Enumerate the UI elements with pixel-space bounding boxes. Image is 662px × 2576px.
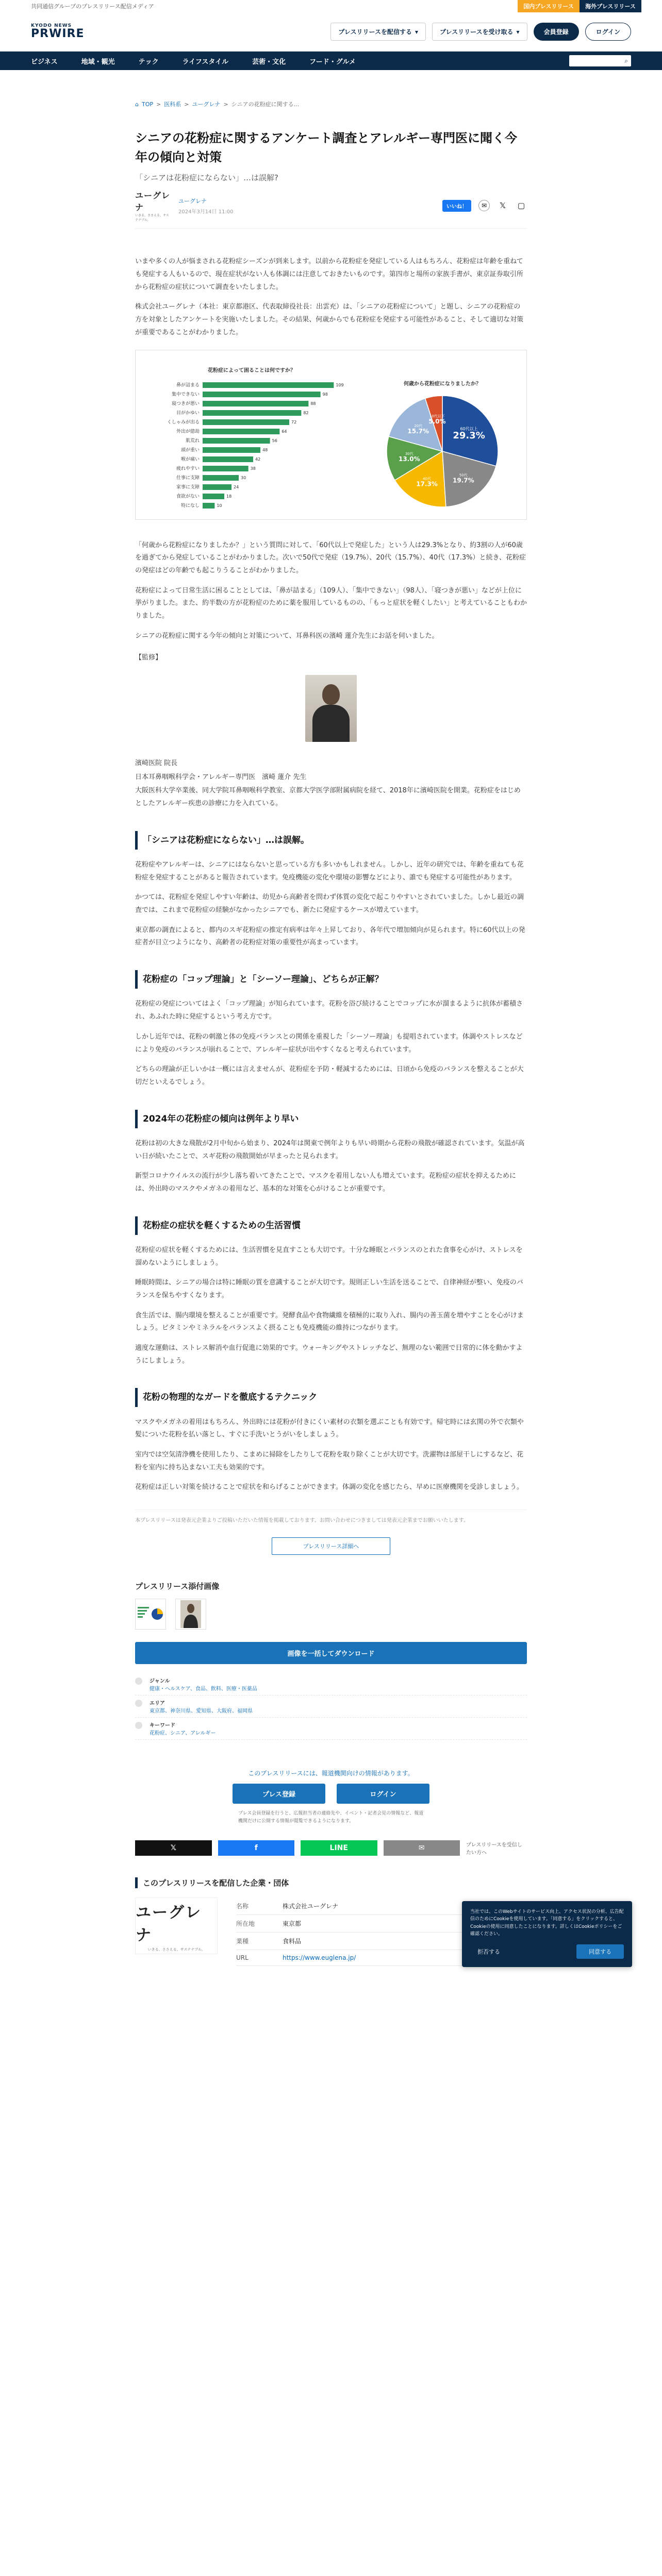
- bar: [203, 456, 253, 462]
- section-heading: 花粉の物理的なガードを徹底するテクニック: [135, 1388, 527, 1406]
- bar: [203, 392, 321, 397]
- pie-category-label: 10代以下: [429, 414, 445, 418]
- tag-row: [135, 1696, 527, 1718]
- bar: [203, 447, 260, 453]
- bar: [203, 484, 231, 490]
- tag-icon: [135, 1677, 142, 1685]
- site-logo[interactable]: [31, 24, 85, 40]
- attachments-section: [135, 1581, 527, 1664]
- bookmark-icon[interactable]: ▢: [517, 201, 525, 211]
- body-paragraph: 花粉症によって日常生活に困ることとしては、「鼻が詰まる」（109人）、「集中できない」（98人）、「寝つきが悪い」などが上位に挙がりました。また、約半数の方が花粉症のために薬を服用しているものの、「もっと症状を軽くしたい」と考えていることもわかりました。: [135, 586, 527, 620]
- article-title: シニアの花粉症に関するアンケート調査とアレルギー専門医に聞く今年の傾向と対策: [135, 131, 517, 165]
- bar-category-label: 疲れやすい: [176, 466, 200, 471]
- section-heading: 「シニアは花粉症にならない」…は誤解。: [135, 831, 527, 850]
- section-paragraph: 花粉症やアレルギーは、シニアにはならないと思っている方も多いかもしれません。しかし、近年の研究では、年齢を重ねても花粉症を発症することがあると報告されています。免疫機能の変化や環境の影響などにより、誰でも発症する可能性があります。: [135, 861, 524, 882]
- bar: [203, 429, 279, 434]
- bar-value-label: 10: [217, 503, 222, 508]
- bar: [203, 494, 224, 499]
- article-subtitle: 「シニアは花粉症にならない」…は誤解?: [135, 173, 278, 183]
- bar-category-label: 喉が痛い: [180, 456, 200, 462]
- register-button[interactable]: 会員登録: [534, 23, 579, 41]
- pie-value-label: 29.3%: [453, 430, 485, 441]
- disclaimer: 本プレスリリースは発表元企業よりご投稿いただいた情報を掲載しております。お問い合わせにつきましては発表元企業までお願いいたします。: [135, 1510, 527, 1525]
- bar-value-label: 56: [272, 438, 277, 443]
- company-logo[interactable]: [135, 191, 171, 223]
- bar-category-label: 頭が重い: [180, 447, 200, 453]
- pie-category-label: 30代: [405, 451, 413, 456]
- nav-item[interactable]: 地域・観光: [81, 58, 115, 66]
- tag-key: エリア: [150, 1701, 165, 1707]
- nav-item[interactable]: 芸術・文化: [252, 58, 286, 66]
- press-info-message: このプレスリリースには、報道機関向けの情報があります。: [248, 1770, 414, 1777]
- bar-category-label: 家事に支障: [176, 484, 200, 490]
- section-paragraph: 花粉症の症状を軽くするためには、生活習慣を見直すことも大切です。十分な睡眠とバランスのとれた食事を心がけ、ストレスを溜めないようにしましょう。: [135, 1246, 523, 1267]
- section-paragraph: どちらの理論が正しいかは一概には言えませんが、花粉症を予防・軽減するためには、日頃から免疫のバランスを整えることが大切だといえるでしょう。: [135, 1065, 524, 1086]
- logo-small-text: KYODO NEWS: [31, 23, 72, 28]
- press-login-button[interactable]: ログイン: [337, 1784, 429, 1804]
- section-paragraph: 新型コロナウイルスの流行が少し落ち着いてきたことで、マスクを着用しない人も増えています。花粉症の症状を抑えるためには、外出時のマスクやメガネの着用など、基本的な対策を心がけることが重要です。: [135, 1172, 516, 1193]
- section-heading: 花粉症の症状を軽くするための生活習慣: [135, 1216, 527, 1235]
- article-body: [135, 256, 527, 1494]
- distribute-dropdown[interactable]: [330, 23, 426, 41]
- bar-value-label: 82: [303, 410, 309, 415]
- bar-category-label: 仕事に支障: [176, 475, 200, 481]
- breadcrumb-sep: >: [184, 100, 189, 108]
- bar: [203, 438, 270, 444]
- section-paragraph: 適度な運動は、ストレス解消や血行促進に効果的です。ウォーキングやストレッチなど、無理のない範囲で日常的に体を動かすようにしましょう。: [135, 1344, 523, 1365]
- pie-chart-panel: [368, 379, 517, 514]
- bar-category-label: 鼻が詰まる: [176, 382, 200, 388]
- category-nav: [0, 52, 662, 70]
- tag-row: [135, 1718, 527, 1740]
- body-paragraph: いまや多くの人が悩まされる花粉症シーズンが到来します。以前から花粉症を発症している人はもちろん、花粉症は年齢を重ねても発症する人もいるので、現在症状がない人も体調には注意しておきたいものです。第四市と場所の家族手書が、東京証券取引所から花粉症の症状について調査をいたしました。: [135, 258, 523, 291]
- bar-category-label: 集中できない: [171, 392, 200, 397]
- mail-icon[interactable]: ✉: [478, 200, 490, 211]
- company-logo-tagline: いきる、ささえる、サステナブル。: [135, 214, 169, 223]
- survey-figure: [135, 350, 527, 520]
- bar: [203, 410, 301, 416]
- chevron-down-icon: ▾: [516, 28, 520, 36]
- section-paragraph: 室内では空気清浄機を使用したり、こまめに掃除をしたりして花粉を取り除くことが大切です。洗濯物は部屋干しにするなど、花粉を室内に持ち込まない工夫も効果的です。: [135, 1451, 523, 1471]
- pie-value-label: 19.7%: [453, 476, 474, 484]
- share-line-button[interactable]: LINE: [301, 1840, 377, 1856]
- breadcrumb-sep: >: [223, 100, 228, 108]
- company-info-value: 食料品: [283, 1937, 302, 1945]
- section-paragraph: かつては、花粉症を発症しやすい年齢は、幼児から高齢者を問わず体質の変化で起こりやすいとされていました。しかし最近の調査では、これまで花粉症の経験がなかったシニアでも、新たに発症するケースが増えています。: [135, 893, 524, 914]
- breadcrumb-sep: >: [156, 100, 161, 108]
- section-paragraph: 花粉は初の大きな飛散が2月中旬から始まり、2024年は関東で例年よりも早い時期から花粉の飛散が確認されています。気温が高い日が続いたことで、スギ花粉の飛散開始が早まったと見られます。: [135, 1139, 525, 1160]
- share-mail-button[interactable]: ✉: [384, 1840, 460, 1856]
- tag-key: キーワード: [150, 1723, 175, 1729]
- bar-chart: [146, 378, 357, 517]
- pie-category-label: 50代: [459, 472, 468, 477]
- share-x-button[interactable]: 𝕏: [135, 1840, 212, 1856]
- bar-category-label: 寝つきが悪い: [171, 401, 200, 406]
- bar: [203, 419, 289, 425]
- bar-value-label: 48: [262, 447, 268, 452]
- bottom-share-row: [135, 1840, 527, 1856]
- company-name-link[interactable]: ユーグレナ: [178, 197, 207, 205]
- doctor-photo-body: [312, 705, 350, 742]
- tags-section: [135, 1673, 527, 1740]
- bar-value-label: 18: [226, 494, 232, 499]
- company-info-key: 名称: [236, 1902, 249, 1910]
- article-meta: [135, 191, 527, 229]
- home-icon: ⌂: [135, 100, 139, 108]
- breadcrumb-top[interactable]: TOP: [141, 100, 153, 108]
- company-section-logo-kana: ユーグレナ: [136, 1903, 202, 1944]
- company-section-logo-tagline: いきる、ささえる、サステナブル。: [147, 1947, 205, 1952]
- top-strip: [0, 0, 662, 12]
- doctor-line: 大阪医科大学卒業後、同大学院耳鼻咽喉科学教室、京都大学医学部附属病院を経て、2018年に濱崎医院を開業。花粉症をはじめとしたアレルギー疾患の診療に力を入れている。: [135, 787, 521, 808]
- pie-value-label: 5.0%: [428, 417, 446, 425]
- cookie-banner: [462, 1901, 632, 1967]
- pie-chart-title: 何歳から花粉症になりましたか？: [404, 381, 481, 387]
- publish-date: 2024年3月14日 11:00: [178, 209, 234, 215]
- bar-value-label: 109: [336, 382, 344, 387]
- cookie-text: 当社では、このWebサイトのサービス向上、アクセス状況の分析、広告配信のためにCookieを使用しています。「同意する」をクリックすると、Cookieの使用に同意したことになります。詳しくはCookieポリシーをご確認ください。: [470, 1909, 624, 1937]
- bar-value-label: 98: [322, 392, 328, 397]
- section-heading: 2024年の花粉症の傾向は例年より早い: [135, 1110, 527, 1128]
- attachment-thumbnail[interactable]: [175, 1599, 206, 1630]
- bar-chart-title: 花粉症によって困ることは何ですか？: [208, 367, 295, 374]
- receive-dropdown[interactable]: [432, 23, 527, 41]
- bar-category-label: 食欲がない: [176, 494, 200, 499]
- tag-key: ジャンル: [150, 1679, 170, 1685]
- cookie-deny-button[interactable]: 拒否する: [477, 1948, 500, 1955]
- bar-value-label: 30: [241, 475, 246, 480]
- company-section-logo[interactable]: [135, 1897, 218, 1954]
- bar: [203, 382, 334, 388]
- download-all-images-button[interactable]: 画像を一括してダウンロード: [135, 1642, 527, 1664]
- breadcrumb: [135, 100, 527, 108]
- bar: [203, 401, 308, 406]
- share-buttons: [442, 200, 527, 212]
- company-section-title: このプレスリリースを配信した企業・団体: [135, 1877, 527, 1888]
- section-paragraph: 花粉症は正しい対策を続けることで症状を和らげることができます。体調の変化を感じたら、早めに医療機関を受診しましょう。: [135, 1483, 523, 1492]
- cookie-accept-button[interactable]: 同意する: [576, 1944, 624, 1959]
- nav-item[interactable]: テック: [138, 58, 159, 66]
- attachments-title: プレスリリース添付画像: [135, 1582, 220, 1591]
- body-paragraph: 「何歳から花粉症になりましたか？」という質問に対して、「60代以上で発症した」という人は29.3%となり、約3割の人が60歳を過ぎてから発症していることがわかりました。次いで50代で発症（19.7%）、20代（15.7%）、40代（17.3%）と続き、花粉症の発症はどの年齢でも起こりうることがわかりました。: [135, 541, 526, 574]
- facebook-like-button[interactable]: いいね！: [442, 200, 471, 212]
- logo-big-text: PRWIRE: [31, 27, 85, 40]
- section-heading: 花粉症の「コップ理論」と「シーソー理論」、どちらが正解？: [135, 970, 527, 989]
- nav-item[interactable]: ビジネス: [31, 58, 58, 66]
- company-info-key: 所在地: [236, 1920, 255, 1927]
- doctor-line: 濱崎医院 院長: [135, 759, 178, 767]
- press-release-detail-link[interactable]: プレスリリース詳細へ: [272, 1537, 391, 1555]
- company-info-key: URL: [236, 1954, 249, 1961]
- search-icon: ⌕: [624, 57, 628, 64]
- company-logo-kana: ユーグレナ: [135, 191, 171, 213]
- tab-domestic-press[interactable]: 国内プレスリリース: [518, 0, 580, 12]
- bar-value-label: 42: [255, 456, 261, 462]
- distribute-dropdown-label: プレスリリースを配信する: [338, 28, 412, 36]
- share-facebook-button[interactable]: f: [218, 1840, 295, 1856]
- press-signup: [135, 1769, 527, 1825]
- doctor-section-label: 【監修】: [135, 654, 162, 662]
- bar-value-label: 72: [291, 419, 297, 425]
- search-box[interactable]: [569, 55, 631, 66]
- pie-category-label: 40代: [423, 476, 431, 481]
- company-info-value: 東京都: [283, 1920, 302, 1927]
- section-paragraph: しかし近年では、花粉の刺激と体の免疫バランスとの関係を重視した「シーソー理論」も提唱されています。体調やストレスなどにより免疫のバランスが崩れることで、アレルギー症状が出やすくなると考えられています。: [135, 1032, 523, 1054]
- bar-category-label: 特になし: [180, 503, 200, 509]
- pie-value-label: 17.3%: [416, 480, 438, 487]
- pie-category-label: 20代: [414, 423, 423, 428]
- section-paragraph: マスクやメガネの着用はもちろん、外出時には花粉が付きにくい素材の衣類を選ぶことも有効です。帰宅時には玄関の外で衣類や髪についた花粉を払い落とし、すぐに手洗いとうがいをしましょう。: [135, 1418, 524, 1439]
- press-signup-note: プレス会員登録を行うと、広報担当者の連絡先や、イベント・記者会見の情報など、報道機関だけに公開する情報が閲覧できるようになります。: [238, 1811, 424, 1824]
- tag-row: [135, 1673, 527, 1696]
- company-info-value[interactable]: https://www.euglena.jp/: [283, 1954, 356, 1961]
- site-tagline: 共同通信グループのプレスリリース配信メディア: [31, 3, 154, 10]
- pie-value-label: 13.0%: [398, 455, 420, 463]
- bar-value-label: 64: [282, 429, 287, 434]
- x-icon[interactable]: 𝕏: [499, 201, 506, 211]
- pie-category-label: 60代以上: [460, 426, 478, 431]
- doctor-line: 日本耳鼻咽喉科学会・アレルギー専門医 濱崎 蓮介 先生: [135, 773, 307, 781]
- login-button[interactable]: ログイン: [585, 23, 631, 41]
- breadcrumb-company[interactable]: ユーグレナ: [192, 101, 221, 108]
- receive-press-link[interactable]: プレスリリースを受信したい方へ: [466, 1842, 522, 1856]
- press-register-button[interactable]: プレス登録: [233, 1784, 325, 1804]
- breadcrumb-current: シニアの花粉症に関する...: [231, 101, 300, 108]
- section-paragraph: 睡眠時間は、シニアの場合は特に睡眠の質を意識することが大切です。規則正しい生活を送ることで、自律神経が整い、免疫のバランスを保ちやすくなります。: [135, 1279, 523, 1299]
- doctor-photo-head: [322, 684, 340, 705]
- bar-category-label: 肌荒れ: [185, 438, 200, 444]
- bar-chart-panel: [146, 366, 357, 515]
- doctor-photo: [305, 675, 357, 742]
- tag-value-link[interactable]: 東京都、神奈川県、愛知県、大阪府、福岡県: [150, 1708, 253, 1715]
- bar: [203, 503, 214, 509]
- tag-icon: [135, 1700, 142, 1707]
- bar-category-label: 目がかゆい: [176, 410, 200, 416]
- company-info-key: 業種: [236, 1937, 249, 1945]
- pie-value-label: 15.7%: [407, 427, 429, 435]
- tab-overseas-press[interactable]: 海外プレスリリース: [580, 0, 641, 12]
- bar: [203, 466, 249, 471]
- chevron-down-icon: ▾: [415, 28, 418, 36]
- nav-item[interactable]: フード・グルメ: [309, 58, 356, 66]
- article: [135, 129, 527, 1966]
- section-paragraph: 食生活では、腸内環境を整えることが重要です。発酵食品や食物繊維を積極的に取り入れ、腸内の善玉菌を増やすことを心がけましょう。ビタミンやミネラルをバランスよく摂ることも免疫機能の維持につながります。: [135, 1311, 524, 1332]
- section-paragraph: 花粉症の発症についてはよく「コップ理論」が知られています。花粉を浴び続けることでコップに水が溜まるように抗体が蓄積され、あふれた時に発症するという考え方です。: [135, 1000, 523, 1021]
- site-header: [0, 12, 662, 52]
- bar-value-label: 88: [310, 401, 316, 406]
- bar-value-label: 24: [234, 484, 239, 489]
- company-info-value: 株式会社ユーグレナ: [283, 1902, 339, 1910]
- tag-value-link[interactable]: 健康・ヘルスケア、食品、飲料、医療・医薬品: [150, 1686, 257, 1692]
- tag-icon: [135, 1722, 142, 1729]
- pie-chart: [368, 392, 517, 516]
- bar-category-label: 外出が億劫: [176, 429, 200, 434]
- attachment-thumbnail[interactable]: [135, 1599, 166, 1630]
- bar-category-label: くしゃみが出る: [167, 419, 200, 425]
- nav-item[interactable]: ライフスタイル: [182, 58, 229, 66]
- section-paragraph: 東京都の調査によると、都内のスギ花粉症の推定有病率は年々上昇しており、各年代で増加傾向が見られます。特に60代以上の発症者が目立つようになり、高齢者の花粉症対策の重要性が高まっています。: [135, 926, 525, 947]
- body-paragraph: 株式会社ユーグレナ（本社：東京都港区、代表取締役社長：出雲充）は、「シニアの花粉症について」と題し、シニアの花粉症の方を対象としたアンケートを実施いたしました。その結果、何歳からでも花粉症を発症する可能性があること、そして適切な対策が重要であることがわかりました。: [135, 303, 524, 336]
- doctor-thumbnail-icon: [180, 1600, 201, 1628]
- chart-thumbnail-icon: [137, 1604, 164, 1624]
- receive-dropdown-label: プレスリリースを受け取る: [439, 28, 514, 36]
- bar-value-label: 38: [250, 466, 256, 471]
- bar: [203, 475, 239, 481]
- body-paragraph: シニアの花粉症に関する今年の傾向と対策について、耳鼻科医の濱崎 蓮介先生にお話を伺いました。: [135, 632, 439, 640]
- breadcrumb-category[interactable]: 医科系: [164, 101, 181, 108]
- tag-value-link[interactable]: 花粉症、シニア、アレルギー: [150, 1731, 216, 1737]
